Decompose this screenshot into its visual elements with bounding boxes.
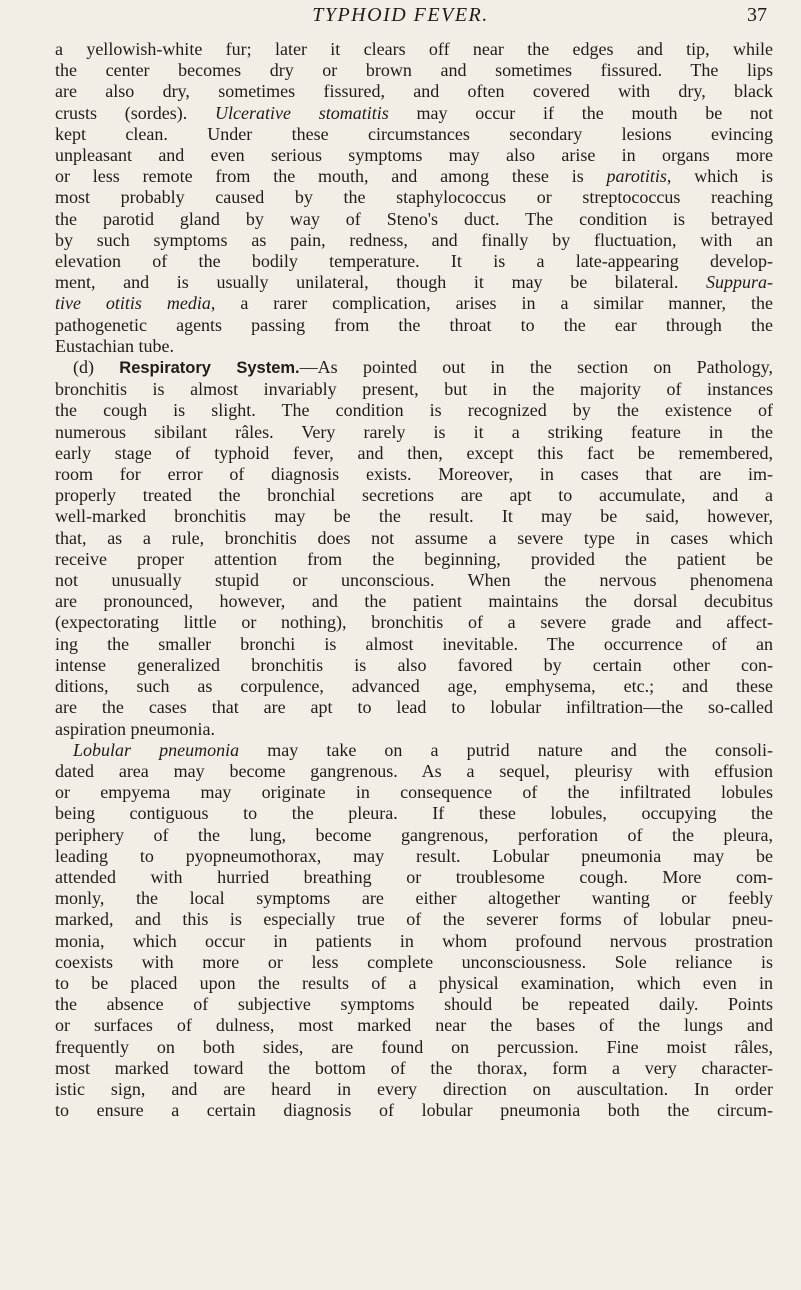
text-line: to ensure a certain diagnosis of lobular pneumonia both the circum- [55,1100,773,1121]
running-title: TYPHOID FEVER. [312,4,489,26]
text-line: aspiration pneumonia. [55,718,215,739]
running-head [0,4,801,30]
text-line: to be placed upon the results of a physical examination, which even in [55,972,773,993]
text-line: a yellowish-white fur; later it clears off near the edges and tip, while [55,39,773,59]
text-line: kept clean. Under these circumstances secondary lesions evincing [55,123,773,144]
text-line: attended with hurried breathing or troublesome cough. More com- [55,866,773,887]
term-otitis-media: tive otitis media [55,293,211,314]
text-line: well-marked bronchitis may be the result. It may be said, however, [55,506,773,527]
text-line: elevation of the bodily temperature. It is a late-appearing develop- [55,251,773,272]
text-line: dated area may become gangrenous. As a sequel, pleurisy with effusion [55,760,773,781]
text-line: monia, which occur in patients in whom profound nervous prostration [55,930,773,951]
text-line: are the cases that are apt to lead to lobular infiltration—the so-called [55,697,773,718]
text-line: ing the smaller bronchi is almost inevitable. The occurrence of an [55,633,773,654]
text-line: (expectorating little or nothing), bronchitis of a severe grade and affect- [55,612,773,633]
text-line: the absence of subjective symptoms should be repeated daily. Points [55,994,773,1015]
text-line: bronchitis is almost invariably present, but in the majority of instances [55,379,773,400]
text-line: by such symptoms as pain, redness, and finally by fluctuation, with an [55,229,773,250]
body-text [55,39,773,1121]
section-heading-line: (d) Respiratory System.—As pointed out in the section on Pathology, [73,357,773,378]
text-line: coexists with more or less complete unconsciousness. Sole reliance is [55,951,773,972]
text-line: ditions, such as corpulence, advanced age, emphysema, etc.; and these [55,676,773,697]
text-line: receive proper attention from the beginning, provided the patient be [55,548,773,569]
text-line: the cough is slight. The condition is recognized by the existence of [55,400,773,421]
text-line: or surfaces of dulness, most marked near the bases of the lungs and [55,1015,773,1036]
text-line: not unusually stupid or unconscious. When the nervous phenomena [55,570,773,591]
text-line: Eustachian tube. [55,335,174,356]
term-ulcerative-stomatitis: Ulcerative stomatitis [215,102,389,123]
text-line: are also dry, sometimes fissured, and often covered with dry, black [55,81,773,102]
text-line: early stage of typhoid fever, and then, except this fact be remembered, [55,442,773,463]
section-heading: Respiratory System. [119,359,300,378]
text-line: crusts (sordes). Ulcerative stomatitis may occur if the mouth be not [55,102,773,123]
text-line: room for error of diagnosis exists. Moreover, in cases that are im- [55,464,773,485]
text-line: leading to pyopneumothorax, may result. Lobular pneumonia may be [55,845,773,866]
text-line: are pronounced, however, and the patient maintains the dorsal decubitus [55,591,773,612]
text-line: intense generalized bronchitis is also favored by certain other con- [55,654,773,675]
text-line: being contiguous to the pleura. If these lobules, occupying the [55,803,773,824]
text-line: ment, and is usually unilateral, though it may be bilateral. Suppura- [55,272,773,293]
text-line: frequently on both sides, are found on percussion. Fine moist râles, [55,1036,773,1057]
text-line: unpleasant and even serious symptoms may also arise in organs more [55,145,773,166]
text-line: marked, and this is especially true of the severer forms of lobular pneu- [55,909,773,930]
text-line: tive otitis media, a rarer complication, arises in a similar manner, the [55,293,773,314]
text-line: periphery of the lung, become gangrenous, perforation of the pleura, [55,824,773,845]
term-suppurative: Suppura- [706,272,773,293]
text-line: or empyema may originate in consequence of the infiltrated lobules [55,782,773,803]
text-line: most marked toward the bottom of the thorax, form a very character- [55,1057,773,1078]
text-line: pathogenetic agents passing from the throat to the ear through the [55,314,773,335]
page-number: 37 [747,4,767,26]
text-line: istic sign, and are heard in every direction on auscultation. In order [55,1078,773,1099]
text-line: the parotid gland by way of Steno's duct. The condition is betrayed [55,208,773,229]
text-line: Lobular pneumonia may take on a putrid nature and the consoli- [73,739,773,760]
text-line: properly treated the bronchial secretions are apt to accumulate, and a [55,485,773,506]
text-line: that, as a rule, bronchitis does not assume a severe type in cases which [55,527,773,548]
text-line: or less remote from the mouth, and among these is parotitis, which is [55,166,774,187]
text-line: the center becomes dry or brown and sometimes fissured. The lips [55,60,773,81]
term-parotitis: parotitis [606,166,667,187]
term-lobular-pneumonia: Lobular pneumonia [73,739,240,760]
text-line: monly, the local symptoms are either altogether wanting or feebly [55,888,773,909]
text-line: numerous sibilant râles. Very rarely is it a striking feature in the [55,421,773,442]
text-line: most probably caused by the staphylococcus or streptococcus reaching [55,187,773,208]
